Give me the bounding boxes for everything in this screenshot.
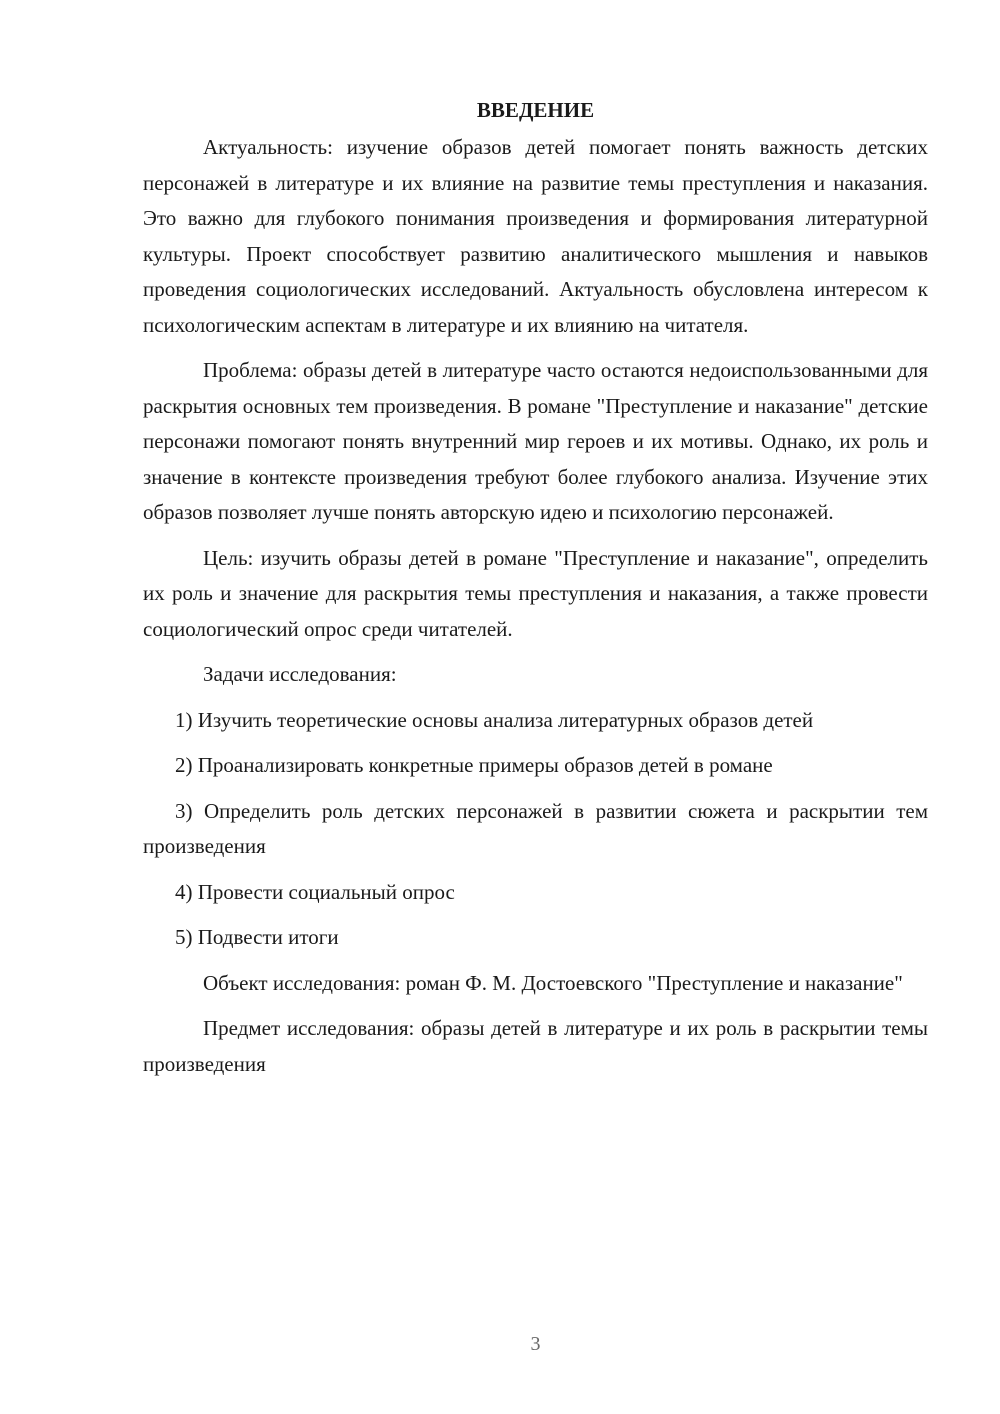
task-item-2: 2) Проанализировать конкретные примеры образов детей в романе [175,753,773,777]
task-item-5: 5) Подвести итоги [175,925,339,949]
page-number: 3 [530,1333,541,1355]
task-item-3: 3) Определить роль детских персонажей в развитии сюжета и раскрытии тем произведения [143,798,928,858]
tasks-title: Задачи исследования: [203,662,397,686]
subject-paragraph: Предмет исследования: образы детей в литературе и их роль в раскрытии темы произведения [143,1016,928,1076]
object-paragraph: Объект исследования: роман Ф. М. Достоевского "Преступление и наказание" [203,970,903,995]
document-page [143,92,928,1092]
task-item-4: 4) Провести социальный опрос [175,879,455,904]
task-item-1: 1) Изучить теоретические основы анализа литературных образов детей [175,707,814,732]
goal-paragraph: Цель: изучить образы детей в романе "Преступление и наказание", определить их роль и значение для раскрытия темы преступления и наказания, а также провести социологический опрос среди читателей. [143,545,928,641]
relevance-paragraph: Актуальность: изучение образов детей помогает понять важность детских персонажей в литературе и их влияние на развитие темы преступления и наказания. Это важно для глубокого понимания произведения и формирования литературной культуры. Проект способствует развитию аналитического мышления и навыков проведения социологических исследований. Актуальность обусловлена интересом к психологическим аспектам в литературе и их влиянию на читателя. [143,135,928,337]
page-title: ВВЕДЕНИЕ [476,98,595,122]
problem-paragraph: Проблема: образы детей в литературе часто остаются недоиспользованными для раскрытия основных тем произведения. В романе "Преступление и наказание" детские персонажи помогают понять внутренний мир героев и их мотивы. Однако, их роль и значение в контексте произведения требуют более глубокого анализа. Изучение этих образов позволяет лучше понять авторскую идею и психологию персонажей. [143,358,928,524]
